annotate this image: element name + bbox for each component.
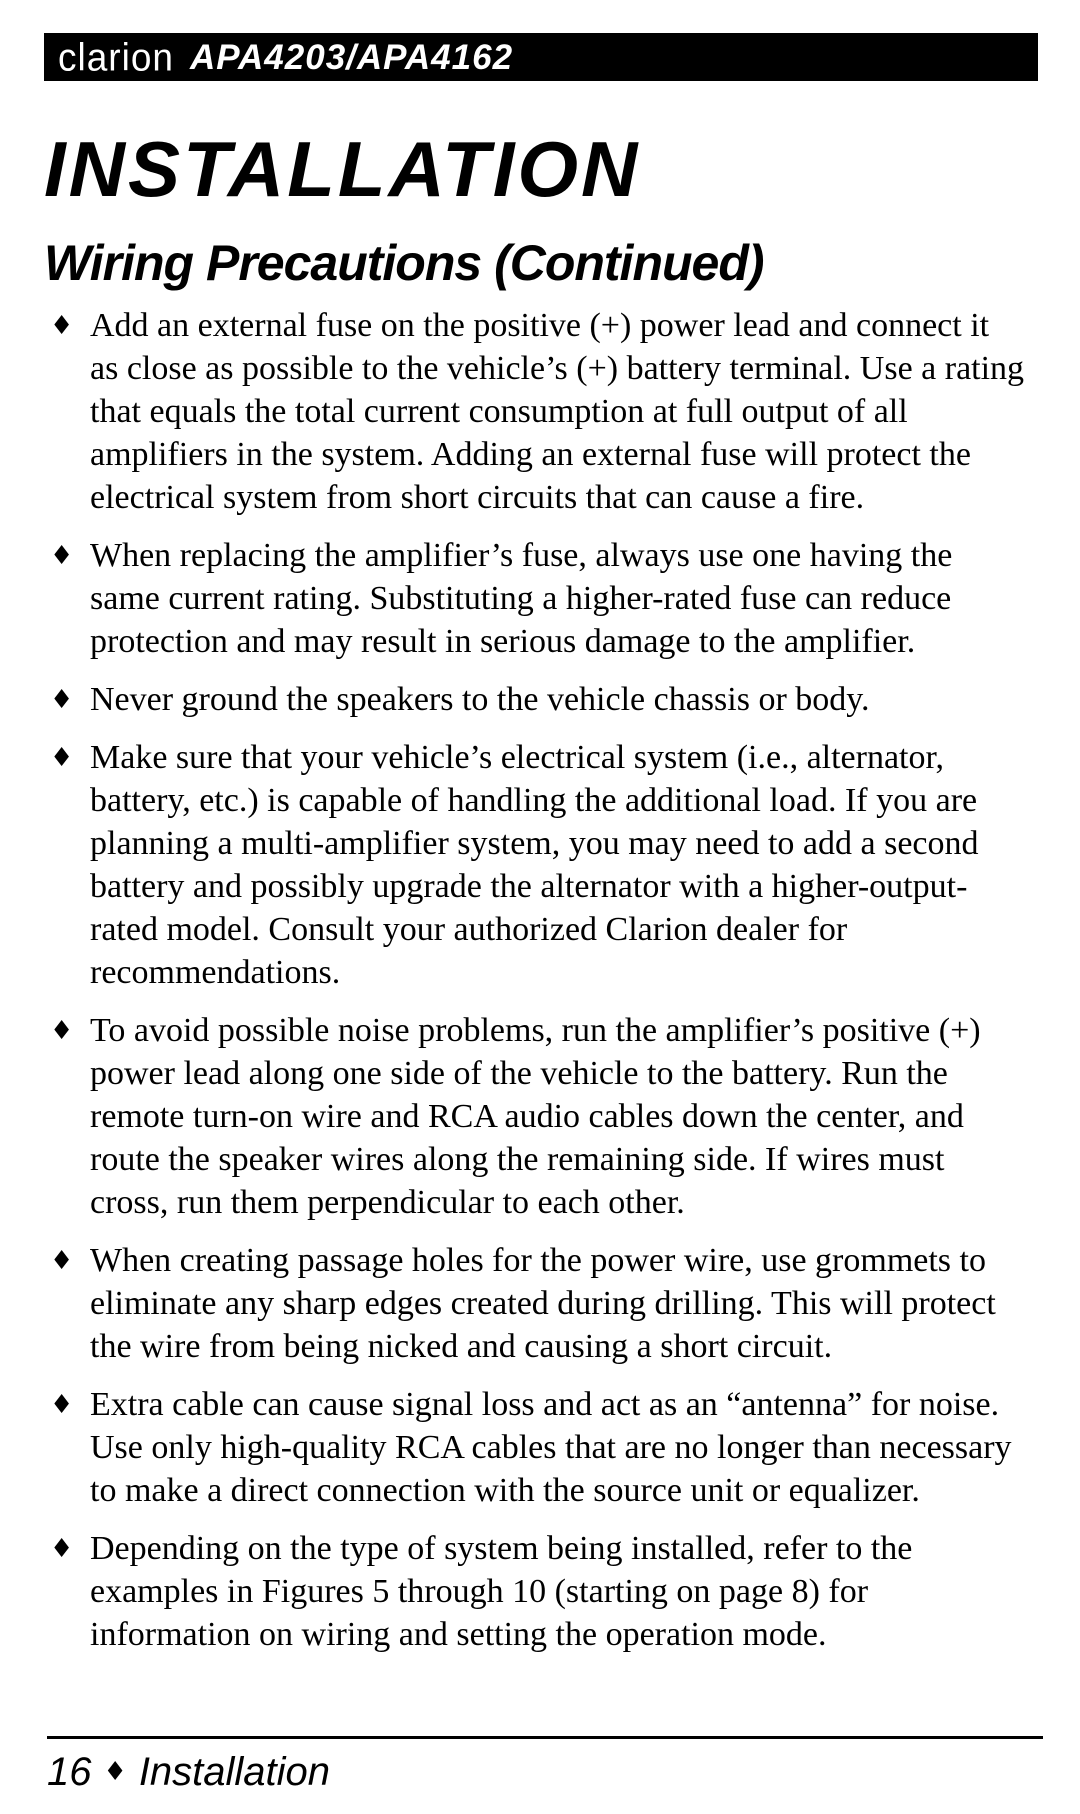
bullet-item [44,678,1025,721]
model-number: APA4203/APA4162 [190,37,514,77]
diamond-bullet-icon: ♦ [50,541,74,571]
bullet-item [44,1383,1025,1512]
bullet-text: Never ground the speakers to the vehicle chassis or body. [90,681,870,718]
header-bar [44,33,1038,81]
footer-section-label: Installation [138,1750,331,1794]
page-number: 16 [47,1750,92,1794]
footer-diamond-icon: ♦ [103,1756,127,1787]
diamond-bullet-icon: ♦ [50,1016,74,1046]
footer [47,1750,330,1794]
diamond-bullet-icon: ♦ [50,1534,74,1564]
bullet-item [44,1239,1025,1368]
bullet-text: To avoid possible noise problems, run the amplifier’s positive (+) power lead along one side of the vehicle to the battery. Run the remote turn-on wire and RCA audio cables down the center, and route the speaker wires along the remaining side. If wires must cross, run them perpendicular to each other. [90,1012,981,1221]
clarion-logo: clarion [58,35,174,79]
bullet-text: Add an external fuse on the positive (+) power lead and connect it as close as possible to the vehicle’s (+) battery terminal. Use a rating that equals the total current consumption at full output of all amplifiers in the system. Adding an external fuse will protect the electrical system from short circuits that can cause a fire. [90,307,1025,516]
diamond-bullet-icon: ♦ [50,685,74,715]
bullet-list [44,304,1034,1671]
section-heading: Wiring Precautions (Continued) [44,235,764,291]
bullet-text: Make sure that your vehicle’s electrical system (i.e., alternator, battery, etc.) is capable of handling the additional load. If you are planning a multi-amplifier system, you may need to add a second battery and possibly upgrade the alternator with a higher-output-rated model. Consult your authorized Clarion dealer for recommendations. [90,739,979,991]
bullet-item [44,1009,1025,1224]
diamond-bullet-icon: ♦ [50,743,74,773]
bullet-text: Extra cable can cause signal loss and act as an “antenna” for noise. Use only high-quality RCA cables that are no longer than necessary to make a direct connection with the source unit or equalizer. [90,1386,1012,1509]
diamond-bullet-icon: ♦ [50,1246,74,1276]
bullet-item [44,736,1025,994]
diamond-bullet-icon: ♦ [50,311,74,341]
bullet-item [44,304,1025,519]
bullet-item [44,534,1025,663]
diamond-bullet-icon: ♦ [50,1390,74,1420]
bullet-text: When creating passage holes for the power wire, use grommets to eliminate any sharp edges created during drilling. This will protect the wire from being nicked and causing a short circuit. [90,1242,996,1365]
bullet-item [44,1527,1025,1656]
bullet-text: Depending on the type of system being installed, refer to the examples in Figures 5 through 10 (starting on page 8) for information on wiring and setting the operation mode. [90,1530,913,1653]
bullet-text: When replacing the amplifier’s fuse, always use one having the same current rating. Substituting a higher-rated fuse can reduce protection and may result in serious damage to the amplifier. [90,537,953,660]
footer-rule [47,1736,1043,1739]
page-title: INSTALLATION [44,125,641,213]
